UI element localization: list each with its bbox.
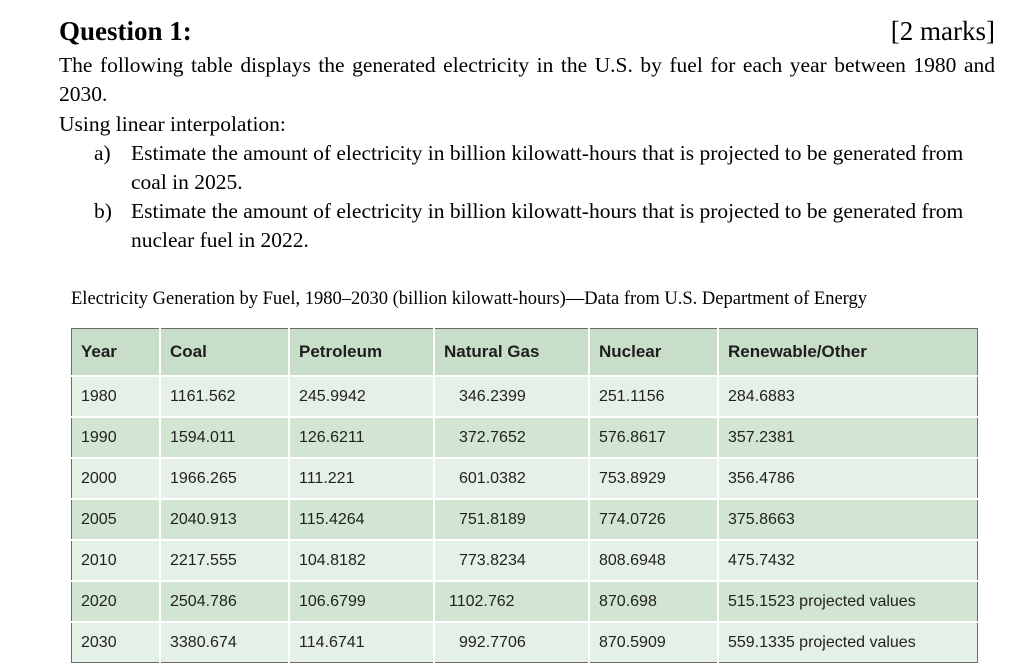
- question-header: [59, 16, 995, 48]
- cell-year: 2020: [72, 581, 161, 622]
- cell-natural-gas: 773.8234: [434, 540, 589, 581]
- part-b-label: b): [94, 199, 112, 223]
- table-row: [72, 622, 978, 663]
- part-a-text: Estimate the amount of electricity in billion kilowatt-hours that is projected to be generated from coal in 2025.: [131, 141, 964, 194]
- cell-coal: 3380.674: [160, 622, 289, 663]
- cell-renewable: 559.1335 projected values: [718, 622, 978, 663]
- cell-natural-gas: 751.8189: [434, 499, 589, 540]
- part-a: [94, 139, 995, 197]
- cell-nuclear: 870.5909: [589, 622, 718, 663]
- cell-petroleum: 115.4264: [289, 499, 434, 540]
- cell-nuclear: 251.1156: [589, 376, 718, 417]
- table-row: [72, 540, 978, 581]
- part-b-text: Estimate the amount of electricity in billion kilowatt-hours that is projected to be generated from nuclear fuel in 2022.: [131, 199, 964, 252]
- part-b: [94, 197, 995, 255]
- cell-petroleum: 126.6211: [289, 417, 434, 458]
- cell-renewable: 357.2381: [718, 417, 978, 458]
- cell-renewable: 475.7432: [718, 540, 978, 581]
- table-caption: Electricity Generation by Fuel, 1980–2030 (billion kilowatt-hours)—Data from U.S. Department of Energy: [71, 289, 868, 309]
- cell-coal: 2040.913: [160, 499, 289, 540]
- cell-petroleum: 114.6741: [289, 622, 434, 663]
- question-marks: [2 marks]: [890, 16, 995, 46]
- cell-natural-gas: 992.7706: [434, 622, 589, 663]
- cell-nuclear: 808.6948: [589, 540, 718, 581]
- cell-year: 2010: [72, 540, 161, 581]
- table-row: [72, 376, 978, 417]
- cell-coal: 1161.562: [160, 376, 289, 417]
- cell-year: 2005: [72, 499, 161, 540]
- header-nuclear: Nuclear: [589, 329, 718, 377]
- cell-nuclear: 774.0726: [589, 499, 718, 540]
- cell-renewable: 284.6883: [718, 376, 978, 417]
- cell-year: 1980: [72, 376, 161, 417]
- table-row: [72, 417, 978, 458]
- cell-nuclear: 576.8617: [589, 417, 718, 458]
- cell-natural-gas: 372.7652: [434, 417, 589, 458]
- cell-natural-gas: 601.0382: [434, 458, 589, 499]
- cell-renewable: 375.8663: [718, 499, 978, 540]
- header-coal: Coal: [160, 329, 289, 377]
- cell-year: 1990: [72, 417, 161, 458]
- cell-petroleum: 245.9942: [289, 376, 434, 417]
- cell-coal: 2217.555: [160, 540, 289, 581]
- cell-coal: 1594.011: [160, 417, 289, 458]
- table-row: [72, 581, 978, 622]
- cell-natural-gas: 1102.762: [434, 581, 589, 622]
- cell-nuclear: 870.698: [589, 581, 718, 622]
- question-intro: The following table displays the generated electricity in the U.S. by fuel for each year between 1980 and 2030.: [59, 53, 995, 106]
- question-title: Question 1:: [59, 16, 192, 46]
- table-header-row: [72, 329, 978, 377]
- table-row: [72, 458, 978, 499]
- cell-year: 2000: [72, 458, 161, 499]
- header-renewable: Renewable/Other: [718, 329, 978, 377]
- question-method: Using linear interpolation:: [59, 112, 286, 136]
- cell-nuclear: 753.8929: [589, 458, 718, 499]
- cell-petroleum: 104.8182: [289, 540, 434, 581]
- question-parts: [94, 139, 995, 255]
- cell-renewable: 515.1523 projected values: [718, 581, 978, 622]
- cell-petroleum: 106.6799: [289, 581, 434, 622]
- cell-renewable: 356.4786: [718, 458, 978, 499]
- header-petroleum: Petroleum: [289, 329, 434, 377]
- header-natural-gas: Natural Gas: [434, 329, 589, 377]
- cell-coal: 2504.786: [160, 581, 289, 622]
- cell-petroleum: 111.221: [289, 458, 434, 499]
- cell-natural-gas: 346.2399: [434, 376, 589, 417]
- header-year: Year: [72, 329, 161, 377]
- part-a-label: a): [94, 141, 111, 165]
- cell-coal: 1966.265: [160, 458, 289, 499]
- electricity-table: [71, 328, 978, 663]
- cell-year: 2030: [72, 622, 161, 663]
- table-row: [72, 499, 978, 540]
